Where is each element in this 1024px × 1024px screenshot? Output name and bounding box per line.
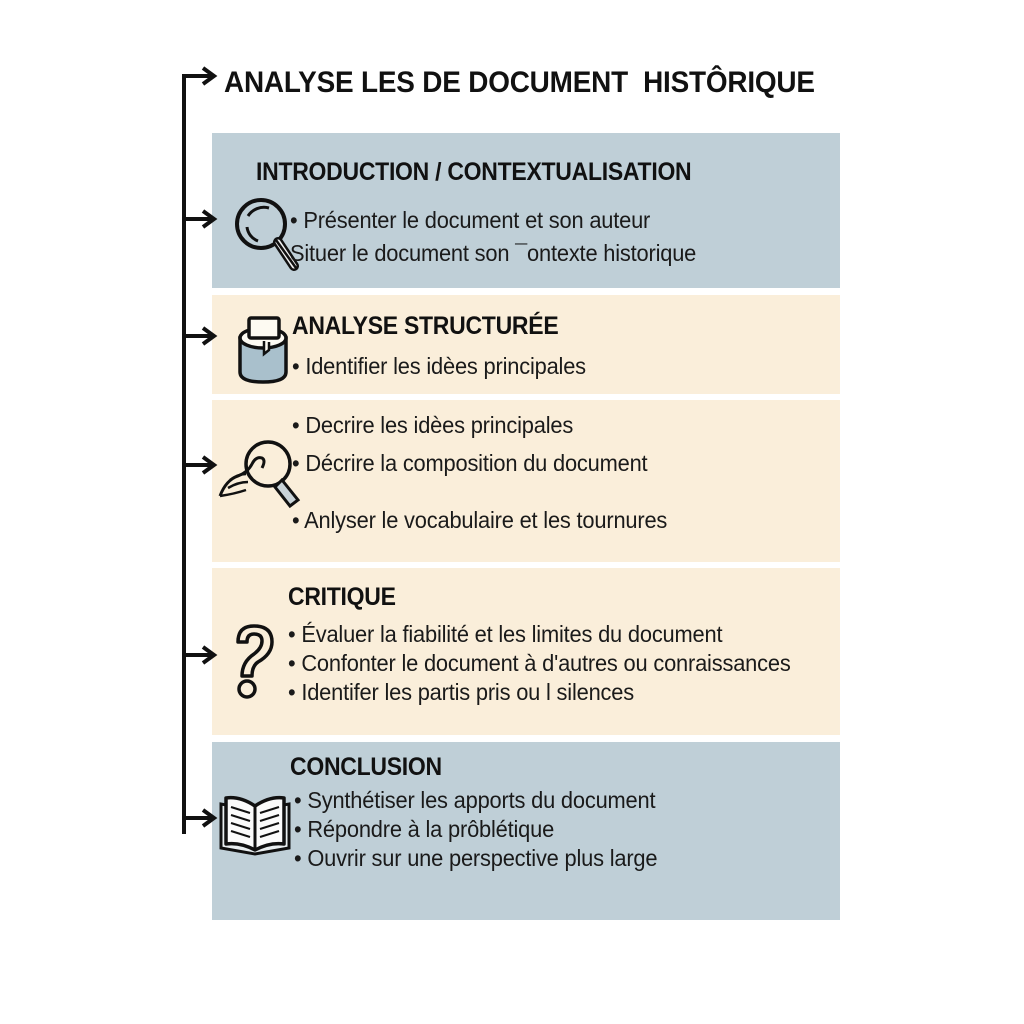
section-line-conclusion-2: • Ouvrir sur une perspective plus large [294, 845, 658, 871]
section-line-analyse-detail-0: • Decrire les idèes principales [292, 412, 574, 438]
ballot-box-icon [228, 312, 298, 393]
section-line-critique-2: • Identifer les partis pris ou l silences [288, 679, 634, 705]
question-mark-icon [230, 620, 286, 705]
section-heading-analyse-structuree: ANALYSE STRUCTURÉE [292, 312, 559, 340]
section-line-analyse-structuree-0: • Identifier les idèes principales [292, 353, 586, 379]
section-line-conclusion-1: • Répondre à la prôblétique [294, 816, 555, 842]
section-line-analyse-detail-2: • Anlyser le vocabulaire et les tournures [292, 507, 668, 533]
page-title: ANALYSE LES DE DOCUMENT HISTÔRIQUE [224, 66, 815, 99]
section-heading-conclusion: CONCLUSION [290, 753, 442, 781]
section-line-introduction-1: Situer le document son ¯ontexte historique [290, 240, 697, 266]
section-line-introduction-0: • Présenter le document et son auteur [290, 207, 651, 233]
section-line-analyse-detail-1: • Décrire la composition du document [292, 450, 648, 476]
section-line-critique-0: • Évaluer la fiabilité et les limites du document [288, 621, 723, 647]
section-line-critique-1: • Confonter le document à d'autres ou conraissances [288, 650, 791, 676]
section-heading-critique: CRITIQUE [288, 583, 396, 611]
section-line-conclusion-0: • Synthétiser les apports du document [294, 787, 656, 813]
open-book-icon [216, 792, 294, 865]
section-heading-introduction: INTRODUCTION / CONTEXTUALISATION [256, 158, 692, 186]
